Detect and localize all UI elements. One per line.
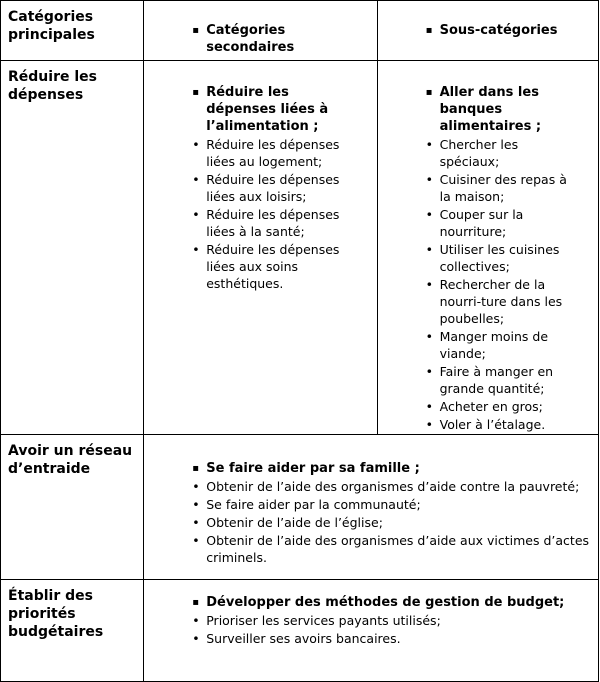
main-cell: [1, 580, 144, 682]
secondary-cell: [144, 61, 377, 435]
sub-head-item: ▪ Aller dans les banques alimentaires ;: [426, 84, 580, 135]
row-budget-priorities: [1, 580, 599, 682]
secondary-item: • Obtenir de l’aide de l’église;: [192, 514, 594, 531]
main-category: Réduire les dépenses: [8, 69, 97, 103]
sub-item: • Faire à manger en grande quantité;: [426, 363, 580, 397]
sub-item: • Acheter en gros;: [426, 398, 580, 415]
sub-item: • Utiliser les cuisines collectives;: [426, 241, 580, 275]
row-support-network: [1, 435, 599, 580]
secondary-item: • Réduire les dépenses liées aux loisirs;: [192, 171, 362, 205]
sub-item: • Couper sur la nourriture;: [426, 206, 580, 240]
header-cell-main: [1, 1, 144, 61]
secondary-list: [144, 61, 376, 292]
sub-item: • Cuisiner des repas à la maison;: [426, 171, 580, 205]
secondary-cell-merged: [144, 435, 599, 580]
sub-item: • Chercher les spéciaux;: [426, 136, 580, 170]
sub-item: • Rechercher de la nourri-ture dans les poubelles;: [426, 276, 580, 327]
sub-item: • Manger moins de viande;: [426, 328, 580, 362]
header-secondary-list: [144, 1, 376, 56]
sub-cell: [377, 61, 598, 435]
secondary-item: • Réduire les dépenses liées au logement;: [192, 136, 362, 170]
header-row: [1, 1, 599, 61]
secondary-head-item: ▪ Réduire les dépenses liées à l’alimentation ;: [192, 84, 362, 135]
secondary-item: • Réduire les dépenses liées à la santé;: [192, 206, 362, 240]
main-category: Établir des priorités budgétaires: [8, 588, 104, 640]
header-cell-secondary: [144, 1, 377, 61]
secondary-item: • Obtenir de l’aide des organismes d’aide aux victimes d’actes criminels.: [192, 532, 594, 566]
secondary-cell-merged: [144, 580, 599, 682]
secondary-item: • Prioriser les services payants utilisés;: [192, 612, 594, 629]
header-secondary-categories: ▪ Catégories secondaires: [192, 22, 372, 56]
header-main-categories: Catégories principales: [8, 9, 95, 43]
main-cell: [1, 435, 144, 580]
main-category: Avoir un réseau d’entraide: [8, 443, 133, 477]
secondary-list: [144, 580, 598, 647]
header-cell-sub: [377, 1, 598, 61]
secondary-item: • Surveiller ses avoirs bancaires.: [192, 630, 594, 647]
secondary-head-item: ▪ Se faire aider par sa famille ;: [192, 460, 594, 477]
sub-list: [378, 61, 598, 433]
secondary-head-item: ▪ Développer des méthodes de gestion de budget;: [192, 594, 594, 611]
main-cell: [1, 61, 144, 435]
row-reduce-expenses: [1, 61, 599, 435]
secondary-item: • Obtenir de l’aide des organismes d’aide contre la pauvreté;: [192, 478, 594, 495]
header-sub-list: [378, 1, 598, 39]
secondary-item: • Se faire aider par la communauté;: [192, 496, 594, 513]
secondary-item: • Réduire les dépenses liées aux soins esthétiques.: [192, 241, 362, 292]
sub-item: • Voler à l’étalage.: [426, 416, 580, 433]
secondary-list: [144, 435, 598, 566]
header-sub-categories: ▪ Sous-catégories: [426, 22, 594, 39]
